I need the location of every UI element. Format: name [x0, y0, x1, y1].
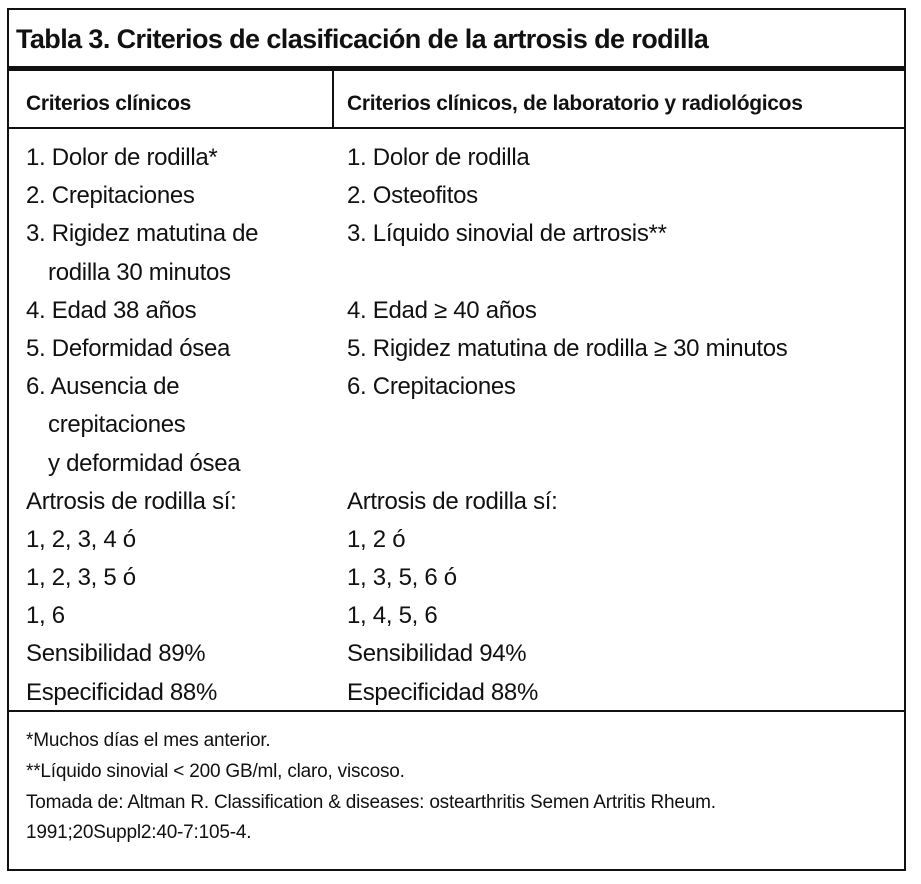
- table-cell: Artrosis de rodilla sí:: [26, 487, 237, 515]
- table-cell: 1. Dolor de rodilla*: [26, 144, 218, 171]
- footnote: **Líquido sinovial < 200 GB/ml, claro, viscoso.: [26, 760, 405, 782]
- footer-rule: [9, 710, 904, 712]
- table-cell: Sensibilidad 89%: [26, 640, 206, 668]
- table-cell: 1, 6: [26, 602, 65, 630]
- table-cell: y deformidad ósea: [48, 449, 241, 477]
- table-cell: 1, 4, 5, 6: [347, 602, 438, 630]
- table-cell: 2. Crepitaciones: [26, 182, 195, 210]
- column-header-clinical: Criterios clínicos: [26, 92, 191, 115]
- table-cell: 4. Edad ≥ 40 años: [347, 296, 537, 324]
- lab-radiological-criteria-column: [347, 139, 902, 712]
- table-cell: 5. Deformidad ósea: [26, 334, 231, 362]
- source-note: 1991;20Suppl2:40-7:105-4.: [26, 822, 252, 844]
- table-cell: 1, 2, 3, 5 ó: [26, 564, 136, 592]
- table-cell: [347, 254, 902, 292]
- clinical-criteria-column: [26, 139, 326, 712]
- table-cell: 1, 3, 5, 6 ó: [347, 564, 457, 592]
- table-title: Tabla 3. Criterios de clasificación de la artrosis de rodilla: [16, 24, 709, 54]
- table-cell: [347, 445, 902, 483]
- title-rule: [9, 66, 904, 71]
- table-cell: Especificidad 88%: [347, 678, 539, 706]
- table-cell: Sensibilidad 94%: [347, 640, 527, 668]
- table-footnotes: [26, 726, 896, 849]
- table-cell: 6. Ausencia de: [26, 373, 180, 401]
- table-cell: [347, 406, 902, 444]
- table-cell: 5. Rigidez matutina de rodilla ≥ 30 minutos: [347, 334, 788, 362]
- column-separator: [332, 71, 334, 129]
- table-cell: crepitaciones: [48, 411, 186, 439]
- table-cell: 3. Rigidez matutina de: [26, 220, 259, 248]
- table-cell: 6. Crepitaciones: [347, 373, 516, 401]
- footnote: *Muchos días el mes anterior.: [26, 730, 271, 751]
- table-cell: Artrosis de rodilla sí:: [347, 487, 558, 515]
- source-note: Tomada de: Altman R. Classification & diseases: ostearthritis Semen Artritis Rheum.: [26, 791, 716, 813]
- table-cell: 3. Líquido sinovial de artrosis**: [347, 220, 667, 248]
- header-rule: [9, 127, 904, 129]
- table-cell: Especificidad 88%: [26, 678, 218, 706]
- table-cell: 1. Dolor de rodilla: [347, 144, 530, 171]
- column-header-lab-radiological: Criterios clínicos, de laboratorio y radiológicos: [347, 92, 803, 115]
- table-cell: 1, 2, 3, 4 ó: [26, 525, 136, 553]
- table-cell: 2. Osteofitos: [347, 182, 478, 210]
- table-cell: rodilla 30 minutos: [48, 258, 231, 286]
- table-cell: 4. Edad 38 años: [26, 296, 197, 324]
- table-cell: 1, 2 ó: [347, 525, 406, 553]
